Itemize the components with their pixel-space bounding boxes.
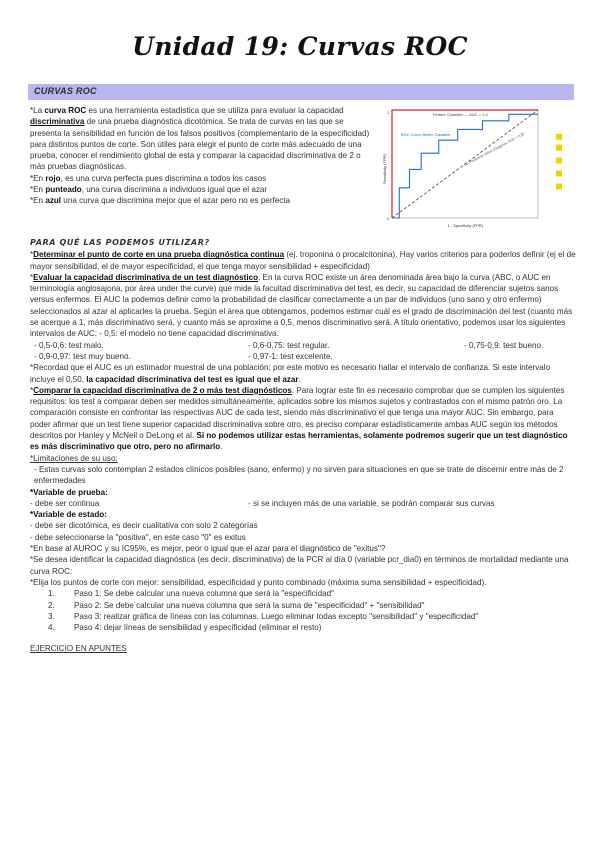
para-que-heading: PARA QUÉ LAS PODEMOS UTILIZAR?: [30, 238, 210, 247]
azul-line: [30, 195, 370, 206]
variable-prueba-right: - si se incluyen más de una variable, se podrán comparar sus curvas: [248, 498, 495, 508]
bold-term: curva ROC: [44, 106, 87, 115]
paso-item: [48, 611, 576, 622]
roc-plot-area: [382, 110, 562, 228]
auc-range: - 0,6-0,75: test regular.: [248, 340, 330, 350]
paso-number: 2.: [48, 600, 55, 610]
x-axis-label: 1 - Specificity (FPR): [447, 223, 484, 228]
text-run: *En: [30, 196, 46, 206]
annotation-roc: ROC Curve Better Classifier: [400, 132, 451, 137]
tick-label-zero: 0: [387, 216, 390, 221]
item-evaluar: [30, 272, 576, 340]
variable-prueba-title: [30, 487, 576, 498]
paso-item: [48, 622, 576, 633]
paso-item: [48, 600, 576, 611]
text-run: , una curva discrimina a individuos igual que el azar: [81, 185, 268, 195]
variable-estado-item-2: - debe seleccionarse la "positiva", en este caso "0" es exitus: [30, 532, 246, 542]
legend-swatch: [556, 145, 562, 151]
underlined-term: Determinar el punto de corte en una prueba diagnóstica continua: [33, 250, 285, 260]
paso-number: 3.: [48, 611, 55, 621]
page-title: Unidad 19: Curvas ROC: [132, 32, 468, 61]
text-run: *La: [30, 106, 45, 115]
tick-label-one: 1: [387, 110, 390, 115]
section-banner-label: CURVAS ROC: [34, 86, 97, 96]
paso-text: Paso 4: dejar líneas de sensibilidad y especificidad (eliminar el resto): [74, 623, 322, 633]
auroc-note: *En base al AUROC y su IC95%, es mejor, peor o igual que el azar para el diagnóstico de "exitus"?: [30, 544, 386, 554]
text-run: es una herramienta estadística que se utiliza para evaluar la capacidad: [86, 106, 344, 115]
limitaciones-title: *Limitaciones de su uso:: [30, 453, 118, 463]
pasos-list: [48, 588, 576, 633]
bold-term: la capacidad discriminativa del test es igual que el azar: [86, 374, 299, 384]
limitaciones-item: - Estas curvas solo contemplan 2 estados clínicos posibles (sano, enfermo) y no sirven para situaciones en que se trate de discernir entre más de 2 enfermedades: [34, 464, 564, 486]
text-run: *: [30, 272, 34, 282]
paso-number: 1.: [48, 589, 55, 599]
text-run: . En la curva ROC existe un área denominada área bajo la curva (ABC, o AUC en terminología anglosajona, por área under the curve) que mide la facultad discriminativa del test, es decir, su capacidad de diferenciar sujetos sanos versus enfermos. El AUC la podemos definir como la probabilidad de clasificar correctamente a un par de individuos (uno sano y otro enfermo) seleccionados al azar al aplicarles la prueba. Según el área que obtengamos, podemos estimar cuál es el grado de discriminación del test (cuanto más se acerque a 1, más discriminativo será, y cuanto más se aproxime a 0,5, menos discriminativo será. A título orientativo, podemos usar los siguientes intervalos de AUC: - 0,5: el modelo no tiene capacidad discriminativa.: [30, 272, 573, 339]
text-run: de una prueba diagnóstica dicotómica. Se trata de curvas en las que se presenta la sensibilidad en función de los falsos positivos (complementario de la especificidad) para distintos puntos de corte. Son útiles para elegir el punto de corte más adecuado de una prueba, conocer el rendimiento global de esta y comparar la capacidad discriminativa de 2 o más pruebas diagnósticas.: [30, 117, 370, 172]
variable-prueba-left: - debe ser continua: [30, 498, 100, 508]
item-punto-corte: [30, 249, 576, 272]
section-banner: [28, 84, 574, 100]
elija-note: *Elija los puntos de corte con mejor: sensibilidad, especificidad y punto combinado (máxima suma sensibilidad + especificidad).: [30, 577, 487, 587]
text-run: .: [298, 374, 301, 384]
auc-ranges-row-2: [30, 351, 576, 362]
underlined-term: Comparar la capacidad discriminativa de 2 o más test diagnósticos: [33, 385, 292, 395]
bold-term: azul: [45, 196, 62, 206]
text-run: una curva que discrimina mejor que el azar pero no es perfecta: [61, 196, 291, 206]
text-run: *En: [30, 173, 46, 183]
ejercicio-link: EJERCICIO EN APUNTES: [30, 644, 127, 654]
legend-swatch: [556, 183, 562, 189]
bold-term: punteado: [45, 185, 82, 195]
text-run: *En: [30, 185, 46, 195]
recordad-note: [30, 362, 576, 385]
underlined-term: discriminativa: [30, 117, 85, 127]
y-axis-label: Sensitivity (TPR): [382, 154, 387, 184]
annotation-diagonal: No Predictive Value (Diagonal, AUC = 0.5): [463, 131, 525, 168]
legend-swatch: [556, 158, 562, 164]
paso-text: Paso 2: Se debe calcular una nueva columna que será la suma de "especificidad" + "sensibilidad": [74, 600, 425, 610]
item-comparar: [30, 385, 576, 453]
text-run: . Para lograr este fin es necesario comprobar que se cumplen los siguientes requisitos: los test a comparar deben ser medidos simultáneamente, aplicados sobre los mismos sujetos y contrastados con el mismo patrón oro. La comparación consiste en confrontar las respectivas AUC de cada test, siendo más discriminativo el que tenga una mayor AUC. Sin embargo, para poder afirmar que un test tiene superior capacidad discriminativa sobre otro, es preciso comparar estadísticamente ambas AUC según los métodos descritos por Hanley y McNeil o DeLong et al.: [30, 385, 565, 441]
main-body: [30, 237, 576, 655]
paso-number: 4.: [48, 623, 55, 633]
legend-swatch: [556, 170, 562, 176]
paso-text: Paso 1: Se debe calcular una nueva columna que será la "especificidad": [74, 589, 334, 599]
auc-range: - 0,75-0,9: test bueno.: [464, 340, 544, 350]
pcr-note: *Se desea identificar la capacidad diagnóstica (es decir, discriminativa) de la PCR al día 0 (variable pcr_dia0) en términos de mortalidad mediante una curva ROC:: [30, 555, 569, 576]
auc-range: - 0,9-0,97: test muy bueno.: [34, 351, 131, 361]
auc-ranges-row-1: [30, 340, 576, 351]
intro-block: [30, 105, 370, 207]
paso-text: Paso 3: realizar gráfica de líneas con las columnas. Luego eliminar todas excepto "sensibilidad" y "especificidad": [74, 611, 479, 621]
text-run: *: [30, 250, 34, 260]
text-run: *Recordad que el AUC es un estimador muestral de una población; por este motivo es necesario hallar el intervalo de confianza. Si este intervalo incluye el 0,50,: [30, 363, 551, 384]
rojo-line: [30, 173, 370, 184]
bold-term: *Variable de prueba:: [30, 487, 108, 497]
text-run: (ej. troponina o procalcitonina). Hay varios criterios para poderlos definir (ej el de mayor sensibilidad, el de mayor especificidad, el que tenga mayor sensibilidad + especificidad): [30, 250, 576, 271]
variable-estado-item-1: - debe ser dicotómica, es decir cualitativa con solo 2 categorías: [30, 521, 258, 531]
punteado-line: [30, 184, 370, 195]
annotation-perfect: Perfect Classifier — AUC = 1.0: [432, 112, 488, 117]
bold-term: rojo: [45, 173, 61, 183]
underlined-term: Evaluar la capacidad discriminativa de un test diagnóstico: [33, 272, 259, 282]
auc-range: - 0,5-0,6: test malo.: [34, 340, 104, 350]
variable-estado-title: [30, 509, 576, 520]
roc-chart: [382, 104, 577, 232]
text-run: .: [220, 442, 223, 452]
intro-paragraph: [30, 105, 370, 173]
bold-term: Si no podemos utilizar estas herramientas, solamente podremos sugerir que un test diagnóstico es más discriminativo que otro, pero no afirmarlo: [30, 431, 568, 452]
legend-swatch: [556, 134, 562, 140]
variable-prueba-row: [30, 498, 576, 509]
paso-item: [48, 588, 576, 599]
auc-range: - 0,97-1: test excelente.: [248, 351, 333, 361]
text-run: , es una curva perfecta pues discrimina a todos los casos: [60, 173, 267, 183]
bold-term: *Variable de estado:: [30, 510, 107, 520]
text-run: *: [30, 385, 34, 395]
